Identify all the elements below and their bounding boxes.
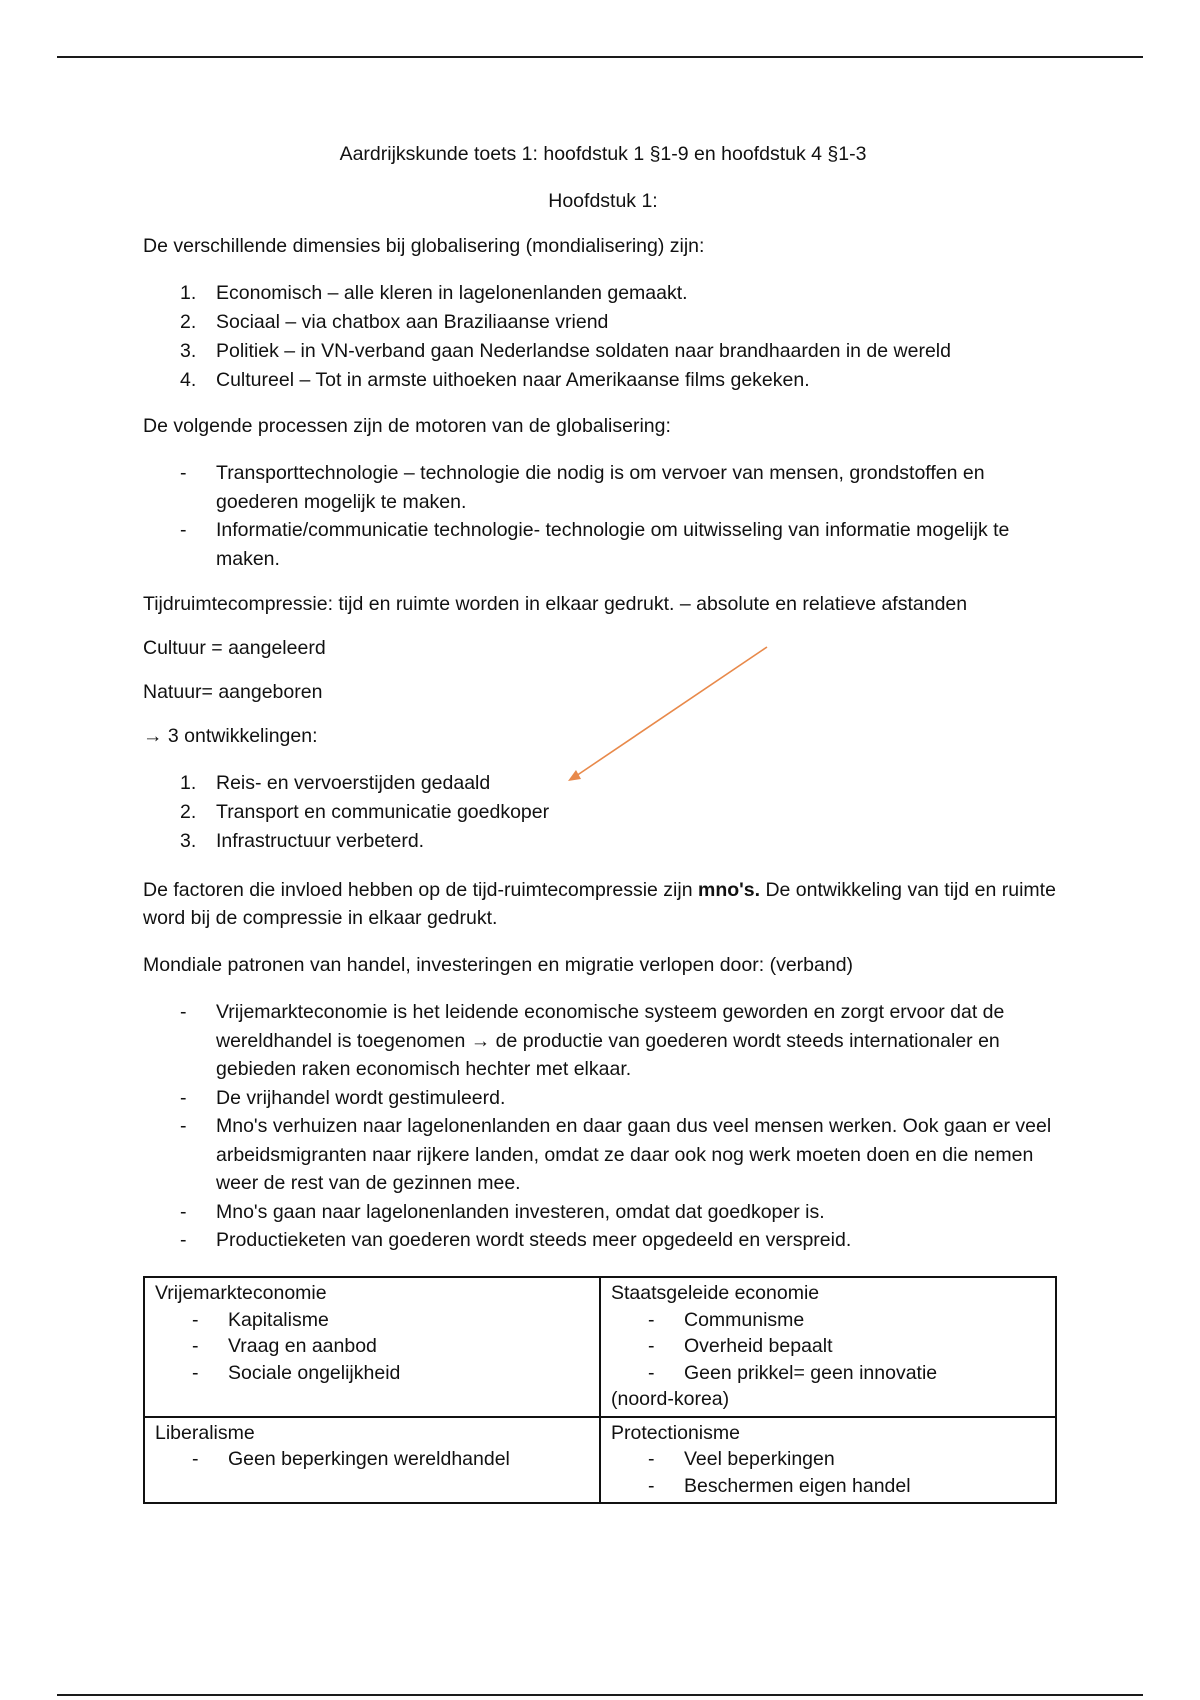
- natuur-definition: Natuur= aangeboren: [143, 681, 323, 703]
- list-item: 3. Infrastructuur verbeterd.: [180, 830, 425, 852]
- list-item: - De vrijhandel wordt gestimuleerd.: [180, 1086, 506, 1109]
- list-item: - Informatie/communicatie technologie- technologie om uitwisseling van informatie mogelijk te maken.: [180, 519, 1010, 570]
- list-item: - Sociale ongelijkheid: [192, 1361, 401, 1384]
- list-item: 1. Reis- en vervoerstijden gedaald: [180, 772, 491, 794]
- list-item: - Mno's gaan naar lagelonenlanden investeren, omdat dat goedkoper is.: [180, 1200, 825, 1223]
- list-item: - Geen beperkingen wereldhandel: [192, 1448, 510, 1470]
- list-item: - Transporttechnologie – technologie die nodig is om vervoer van mensen, grondstoffen en goederen mogelijk te maken.: [180, 462, 985, 513]
- dimensions-intro: De verschillende dimensies bij globalisering (mondialisering) zijn:: [143, 235, 705, 257]
- factoren-paragraph: De factoren die invloed hebben op de tijd-ruimtecompressie zijn mno's. De ontwikkeling van tijd en ruimte word bij de compressie in elkaar gedrukt.: [143, 879, 1056, 929]
- list-item: - Overheid bepaalt: [648, 1335, 833, 1357]
- comparison-table: [143, 1276, 1057, 1504]
- cell-note: (noord-korea): [611, 1388, 730, 1410]
- list-item: - Productieketen van goederen wordt steeds meer opgedeeld en verspreid.: [180, 1229, 852, 1251]
- list-item: - Geen prikkel= geen innovatie: [648, 1361, 938, 1384]
- page-title: Aardrijkskunde toets 1: hoofdstuk 1 §1-9 en hoofdstuk 4 §1-3: [339, 143, 867, 165]
- motors-intro: De volgende processen zijn de motoren van de globalisering:: [143, 415, 671, 437]
- list-item: - Kapitalisme: [192, 1308, 329, 1331]
- list-item: - Veel beperkingen: [648, 1448, 835, 1470]
- ontwikkelingen-intro: → 3 ontwikkelingen:: [143, 725, 318, 747]
- tijdruimte-definition: Tijdruimtecompressie: tijd en ruimte worden in elkaar gedrukt. – absolute en relatieve afstanden: [143, 593, 968, 615]
- chapter-heading: Hoofdstuk 1:: [548, 190, 658, 212]
- arrow-icon: →: [470, 1029, 491, 1052]
- list-item: 1. Economisch – alle kleren in lagelonenlanden gemaakt.: [180, 282, 688, 304]
- cell-heading: Staatsgeleide economie: [611, 1282, 820, 1304]
- table-cell: [600, 1417, 1056, 1504]
- mondiale-intro: Mondiale patronen van handel, investeringen en migratie verlopen door: (verband): [143, 954, 854, 976]
- list-item: - Vrijemarkteconomie is het leidende economische systeem geworden en zorgt ervoor dat de wereldhandel is toegenomen → de productie van goederen wordt steeds internationaler en gebieden raken economisch hechter met elkaar.: [180, 1001, 1005, 1080]
- table-row: [144, 1417, 1056, 1504]
- cell-heading: Vrijemarkteconomie: [155, 1282, 327, 1304]
- motors-list: [143, 459, 1063, 573]
- list-item: - Beschermen eigen handel: [648, 1474, 911, 1497]
- dimensions-list: [143, 279, 1063, 395]
- arrow-icon: →: [143, 725, 163, 747]
- document-body: [143, 143, 1063, 1275]
- table-cell: [144, 1277, 600, 1417]
- header-rule: [57, 56, 1143, 58]
- list-item: - Mno's verhuizen naar lagelonenlanden en daar gaan dus veel mensen werken. Ook gaan er veel arbeidsmigranten naar rijkere landen, omdat ze daar ook nog werk moeten doen en die nemen weer de rest van de gezinnen mee.: [180, 1115, 1052, 1194]
- table-cell: [144, 1417, 600, 1504]
- cell-heading: Protectionisme: [611, 1421, 740, 1444]
- list-item: 3. Politiek – in VN-verband gaan Nederlandse soldaten naar brandhaarden in de wereld: [180, 340, 951, 362]
- table-row: [144, 1277, 1056, 1417]
- table-cell: [600, 1277, 1056, 1417]
- list-item: 2. Transport en communicatie goedkoper: [180, 801, 550, 823]
- list-item: - Vraag en aanbod: [192, 1335, 377, 1357]
- list-item: - Communisme: [648, 1308, 805, 1331]
- list-item: 4. Cultureel – Tot in armste uithoeken naar Amerikaanse films gekeken.: [180, 369, 810, 391]
- list-item: 2. Sociaal – via chatbox aan Braziliaanse vriend: [180, 311, 609, 333]
- mondiale-list: [143, 998, 1063, 1255]
- cell-heading: Liberalisme: [155, 1421, 255, 1444]
- ontwikkelingen-list: [143, 769, 1063, 856]
- footer-rule: [57, 1694, 1143, 1696]
- cultuur-definition: Cultuur = aangeleerd: [143, 637, 326, 659]
